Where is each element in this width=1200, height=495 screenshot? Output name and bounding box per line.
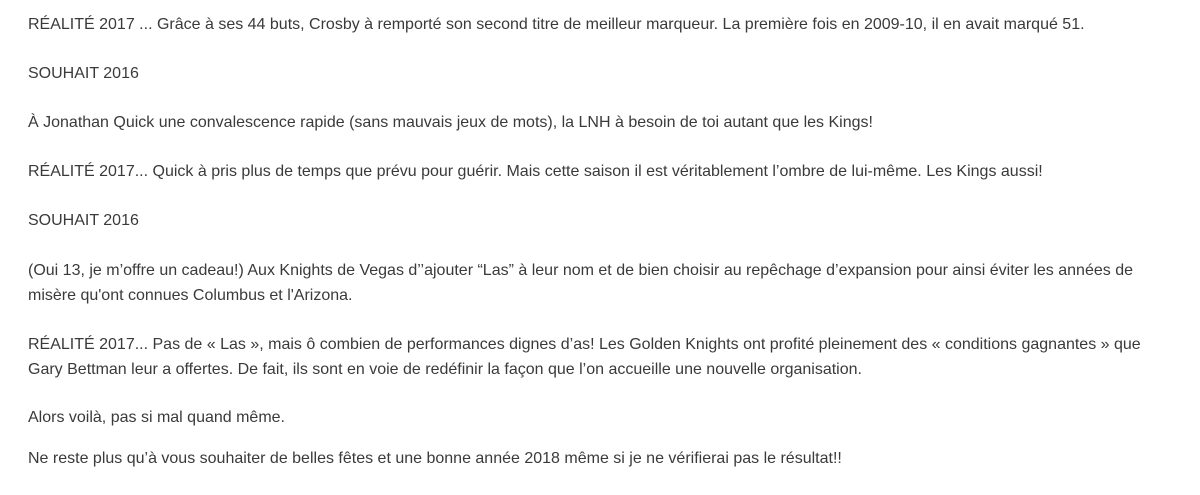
paragraph-conclusion: Alors voilà, pas si mal quand même.	[28, 409, 285, 426]
heading-souhait-2016: SOUHAIT 2016	[28, 65, 139, 82]
paragraph-realite-knights: RÉALITÉ 2017... Pas de « Las », mais ô combien de performances dignes d’as! Les Golden Knights ont profité pleinement des « conditions gagnantes » que Gary Bettman leur a offertes. De fait, ils sont en voie de redéfinir la façon que l’on accueille une nouvelle organisation.	[28, 336, 1141, 378]
paragraph-souhait-quick: À Jonathan Quick une convalescence rapide (sans mauvais jeux de mots), la LNH à besoin de toi autant que les Kings!	[28, 114, 873, 131]
paragraph-realite-crosby: RÉALITÉ 2017 ... Grâce à ses 44 buts, Crosby à remporté son second titre de meilleur marqueur. La première fois en 2009-10, il en avait marqué 51.	[28, 16, 1085, 33]
paragraph-realite-quick: RÉALITÉ 2017... Quick à pris plus de temps que prévu pour guérir. Mais cette saison il est véritablement l’ombre de lui-même. Les Kings aussi!	[28, 163, 1043, 180]
paragraph-closing-wishes: Ne reste plus qu’à vous souhaiter de belles fêtes et une bonne année 2018 même si je ne vérifierai pas le résultat!!	[28, 450, 842, 467]
paragraph-souhait-knights: (Oui 13, je m’offre un cadeau!) Aux Knights de Vegas d’’ajouter “Las” à leur nom et de bien choisir au repêchage d’expansion pour ainsi éviter les années de misère qu'ont connues Columbus et l'Arizona.	[28, 262, 1133, 304]
heading-souhait-2016-second: SOUHAIT 2016	[28, 212, 139, 229]
